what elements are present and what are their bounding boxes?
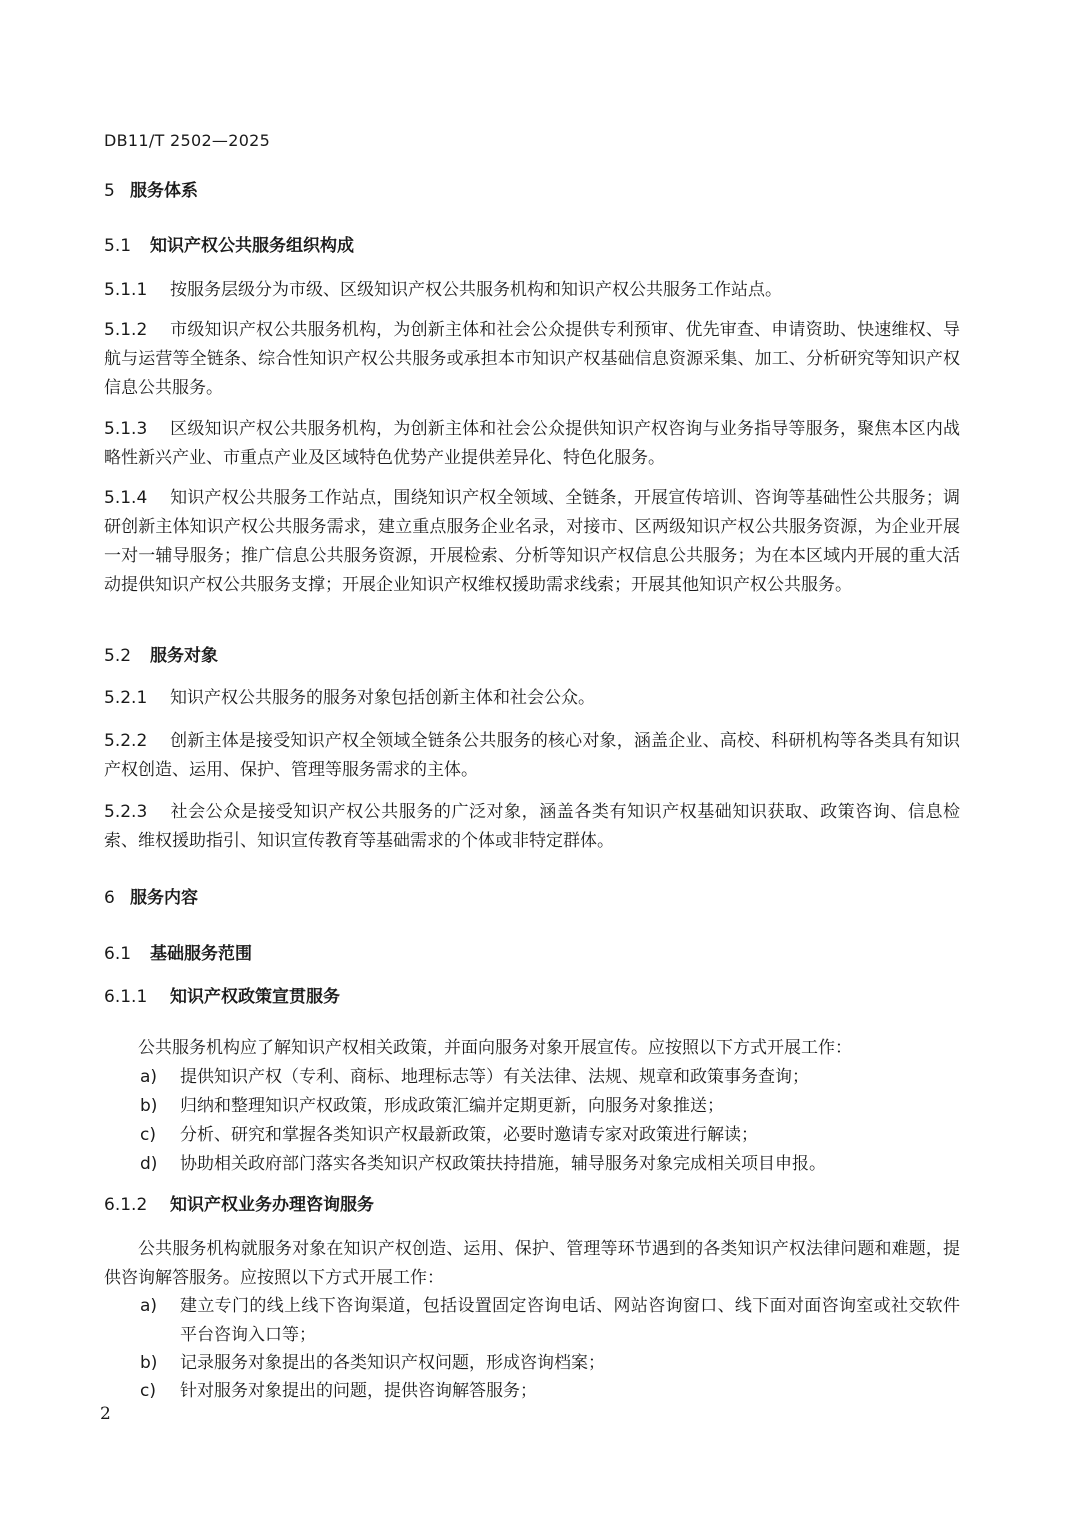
- page-number: 2: [100, 1404, 111, 1424]
- paragraph-6-1-2-intro: 公共服务机构就服务对象在知识产权创造、运用、保护、管理等环节遇到的各类知识产权法律问题和难题，提供咨询解答服务。应按照以下方式开展工作：: [104, 1239, 960, 1288]
- clause-5-1-1: 5.1.1 按服务层级分为市级、区级知识产权公共服务机构和知识产权公共服务工作站点。: [104, 280, 782, 300]
- list-item-6-1-1-c: c) 分析、研究和掌握各类知识产权最新政策，必要时邀请专家对政策进行解读；: [140, 1125, 758, 1145]
- list-item-6-1-1-b: b) 归纳和整理知识产权政策，形成政策汇编并定期更新，向服务对象推送；: [140, 1096, 724, 1116]
- paragraph-6-1-1-intro: 公共服务机构应了解知识产权相关政策，并面向服务对象开展宣传。应按照以下方式开展工作：: [138, 1038, 852, 1058]
- section-heading-6: 6 服务内容: [104, 888, 198, 908]
- section-heading-5-1: 5.1 知识产权公共服务组织构成: [104, 236, 354, 256]
- clause-5-1-2: 5.1.2 市级知识产权公共服务机构，为创新主体和社会公众提供专利预审、优先审查、申请资助、快速维权、导航与运营等全链条、综合性知识产权公共服务或承担本市知识产权基础信息资源采集、加工、分析研究等知识产权信息公共服务。: [104, 320, 960, 398]
- section-heading-6-1-1: 6.1.1 知识产权政策宣贯服务: [104, 987, 340, 1007]
- list-item-6-1-1-d: d) 协助相关政府部门落实各类知识产权政策扶持措施，辅导服务对象完成相关项目申报。: [140, 1154, 826, 1174]
- clause-5-2-1: 5.2.1 知识产权公共服务的服务对象包括创新主体和社会公众。: [104, 688, 595, 708]
- section-heading-5: 5 服务体系: [104, 181, 198, 201]
- clause-5-1-4: 5.1.4 知识产权公共服务工作站点，围绕知识产权全领域、全链条，开展宣传培训、咨询等基础性公共服务；调研创新主体知识产权公共服务需求，建立重点服务企业名录，对接市、区两级知识产权公共服务资源，为企业开展一对一辅导服务；推广信息公共服务资源，开展检索、分析等知识产权信息公共服务；为在本区域内开展的重大活动提供知识产权公共服务支撑；开展企业知识产权维权援助需求线索；开展其他知识产权公共服务。: [104, 488, 960, 595]
- section-heading-6-1-2: 6.1.2 知识产权业务办理咨询服务: [104, 1195, 374, 1215]
- section-heading-5-2: 5.2 服务对象: [104, 646, 218, 666]
- section-heading-6-1: 6.1 基础服务范围: [104, 944, 252, 964]
- clause-5-2-3: 5.2.3 社会公众是接受知识产权公共服务的广泛对象，涵盖各类有知识产权基础知识获取、政策咨询、信息检索、维权援助指引、知识宣传教育等基础需求的个体或非特定群体。: [104, 802, 960, 851]
- list-item-6-1-2-a: a) 建立专门的线上线下咨询渠道，包括设置固定咨询电话、网站咨询窗口、线下面对面咨询室或社交软件平台咨询入口等；: [140, 1296, 960, 1345]
- clause-5-1-3: 5.1.3 区级知识产权公共服务机构，为创新主体和社会公众提供知识产权咨询与业务指导等服务，聚焦本区内战略性新兴产业、市重点产业及区域特色优势产业提供差异化、特色化服务。: [104, 419, 960, 468]
- clause-5-2-2: 5.2.2 创新主体是接受知识产权全领域全链条公共服务的核心对象，涵盖企业、高校、科研机构等各类具有知识产权创造、运用、保护、管理等服务需求的主体。: [104, 731, 960, 780]
- list-item-6-1-1-a: a) 提供知识产权（专利、商标、地理标志等）有关法律、法规、规章和政策事务查询；: [140, 1067, 809, 1087]
- list-item-6-1-2-b: b) 记录服务对象提出的各类知识产权问题，形成咨询档案；: [140, 1353, 605, 1373]
- document-id: DB11/T 2502—2025: [104, 131, 271, 150]
- list-item-6-1-2-c: c) 针对服务对象提出的问题，提供咨询解答服务；: [140, 1381, 537, 1401]
